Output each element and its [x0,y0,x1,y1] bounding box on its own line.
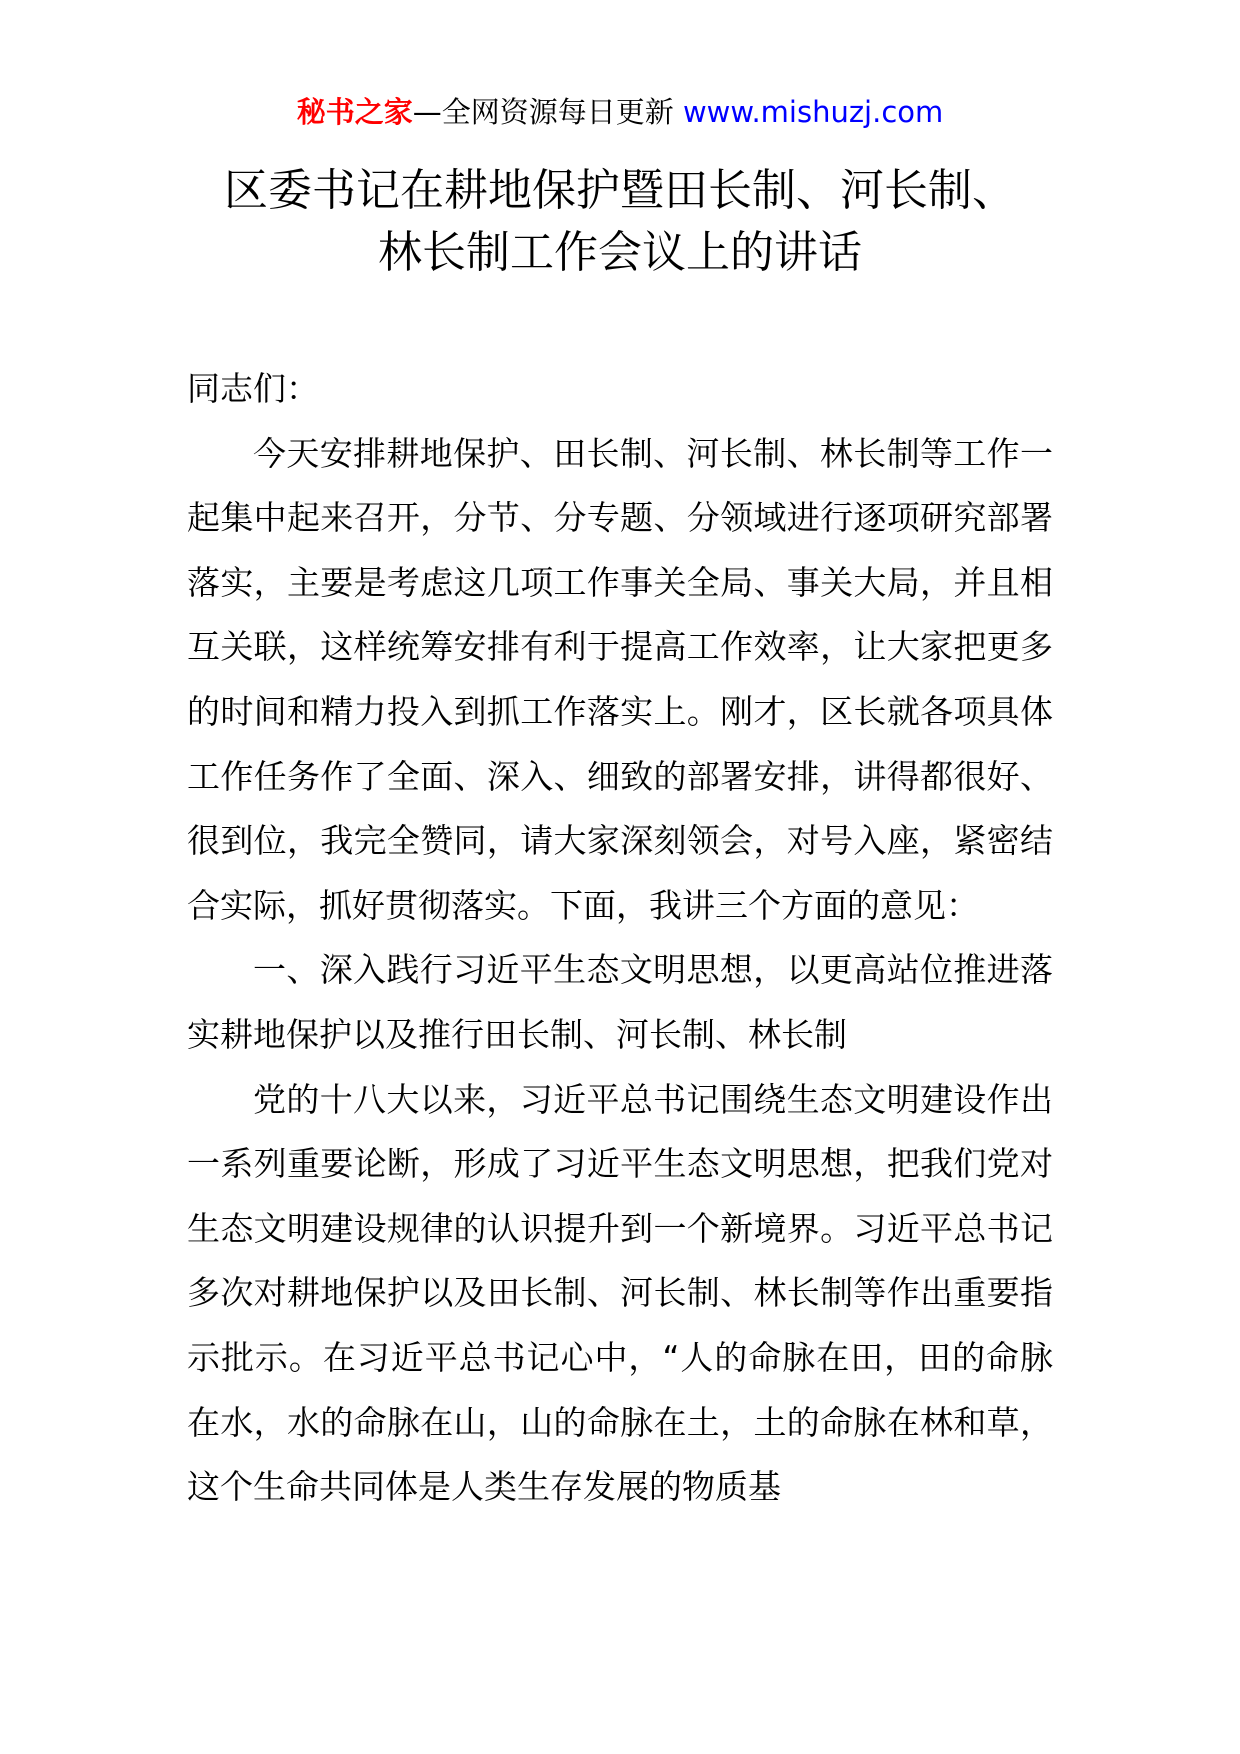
paragraph-2: 党的十八大以来，习近平总书记围绕生态文明建设作出一系列重要论断，形成了习近平生态文明思想，把我们党对生态文明建设规律的认识提升到一个新境界。习近平总书记多次对耕地保护以及田长制、河长制、林长制等作出重要指示批示。在习近平总书记心中，“人的命脉在田，田的命脉在水，水的命脉在山，山的命脉在土，土的命脉在林和草，这个生命共同体是人类生存发展的物质基 [187,1079,1053,1507]
site-url[interactable]: www.mishuzj.com [682,95,944,129]
brand-name: 秘书之家 [296,95,413,129]
section-heading-1: 一、深入践行习近平生态文明思想，以更高站位推进落实耕地保护以及推行田长制、河长制、林长制 [187,950,1053,1054]
salutation: 同志们： [187,369,319,408]
paragraph-1: 今天安排耕地保护、田长制、河长制、林长制等工作一起集中起来召开，分节、分专题、分领域进行逐项研究部署落实，主要是考虑这几项工作事关全局、事关大局，并且相互关联，这样统筹安排有利于提高工作效率，让大家把更多的时间和精力投入到抓工作落实上。刚才，区长就各项具体工作任务作了全面、深入、细致的部署安排，讲得都很好、很到位，我完全赞同，请大家深刻领会，对号入座，紧密结合实际，抓好贯彻落实。下面，我讲三个方面的意见： [187,433,1053,925]
title-line-2: 林长制工作会议上的讲话 [378,227,862,278]
document-body [187,357,1053,1520]
site-header [0,92,1240,132]
title-line-1: 区委书记在耕地保护暨田长制、河长制、 [224,165,1016,216]
document-title [0,160,1240,284]
header-slogan: —全网资源每日更新 [412,95,683,129]
